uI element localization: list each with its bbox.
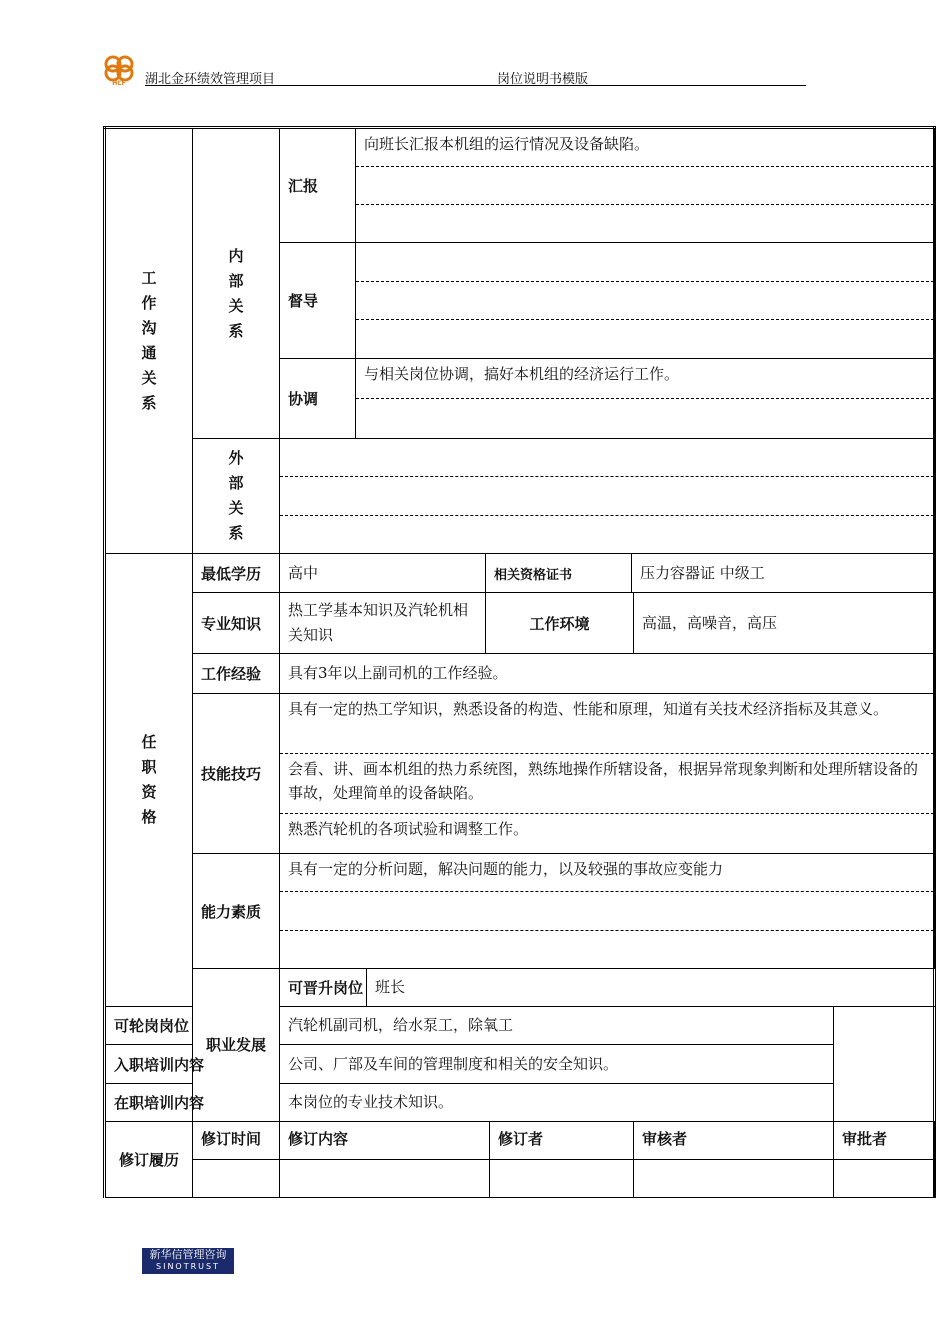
consultancy-logo <box>142 1248 234 1274</box>
experience-value: 具有3年以上副司机的工作经验。 <box>280 654 935 693</box>
revision-header: 修订者 <box>490 1121 634 1159</box>
consultancy-logo-cn: 新华信管理咨询 <box>149 1248 227 1261</box>
coordinate-content: 与相关岗位协调，搞好本机组的经济运行工作。 <box>356 358 935 438</box>
knowledge-value: 热工学基本知识及汽轮机相关知识 <box>280 593 486 654</box>
revision-cell <box>834 1159 935 1197</box>
supervise-label: 督导 <box>280 243 356 358</box>
skills-label: 技能技巧 <box>193 693 280 853</box>
rotation-label: 可轮岗岗位 <box>105 1007 280 1045</box>
intake-training-value: 公司、厂部及车间的管理制度和相关的安全知识。 <box>280 1045 834 1083</box>
revision-header: 审批者 <box>834 1121 935 1159</box>
certificate-label: 相关资格证书 <box>486 554 632 593</box>
header-doc-title: 岗位说明书模版 <box>497 72 589 87</box>
report-label: 汇报 <box>280 128 356 243</box>
revision-cell <box>490 1159 634 1197</box>
section-communication: 工作沟通关系 <box>105 128 193 554</box>
knowledge-label: 专业知识 <box>193 593 280 654</box>
education-label: 最低学历 <box>193 554 280 593</box>
external-relations: 外部关系 <box>193 438 280 553</box>
onjob-training-label: 在职培训内容 <box>105 1083 280 1121</box>
section-career: 职业发展 <box>193 969 280 1121</box>
skill-item: 具有一定的热工学知识，熟悉设备的构造、性能和原理，知道有关技术经济指标及其意义。 <box>280 694 934 754</box>
education-value: 高中 <box>280 554 486 593</box>
skill-item: 会看、讲、画本机组的热力系统图，熟练地操作所辖设备，根据异常现象判断和处理所辖设备的事故，处理简单的设备缺陷。 <box>280 754 934 814</box>
logo-text: HCF <box>112 80 126 86</box>
ability-content: 具有一定的分析问题，解决问题的能力，以及较强的事故应变能力 <box>280 853 935 968</box>
external-content <box>280 438 935 553</box>
supervise-content <box>356 243 935 358</box>
coordinate-label: 协调 <box>280 358 356 438</box>
consultancy-logo-en: SINOTRUST <box>156 1262 220 1271</box>
section-revision: 修订履历 <box>105 1121 193 1197</box>
internal-relations: 内部关系 <box>193 128 280 439</box>
section-qualification: 任职资格 <box>105 554 193 1007</box>
rotation-value: 汽轮机副司机，给水泵工，除氧工 <box>280 1007 834 1045</box>
promotion-label: 可晋升岗位 <box>280 969 367 1007</box>
experience-label: 工作经验 <box>193 654 280 693</box>
header-rule <box>145 85 806 86</box>
environment-value: 高温，高噪音，高压 <box>634 593 935 654</box>
skill-item: 熟悉汽轮机的各项试验和调整工作。 <box>288 819 529 838</box>
promotion-value: 班长 <box>367 969 935 1007</box>
page-header <box>100 54 806 86</box>
revision-header: 修订时间 <box>193 1121 280 1159</box>
revision-cell <box>280 1159 490 1197</box>
revision-cell <box>193 1159 280 1197</box>
revision-cell <box>634 1159 834 1197</box>
header-project: 湖北金环绩效管理项目 <box>145 72 276 87</box>
onjob-training-value: 本岗位的专业技术知识。 <box>280 1083 834 1121</box>
certificate-value: 压力容器证 中级工 <box>632 554 935 593</box>
job-description-table <box>103 126 936 1198</box>
company-logo <box>100 54 140 86</box>
revision-header: 修订内容 <box>280 1121 490 1159</box>
environment-label: 工作环境 <box>486 593 634 654</box>
ability-label: 能力素质 <box>193 853 280 968</box>
intake-training-label: 入职培训内容 <box>105 1045 280 1083</box>
skills-content <box>280 693 935 853</box>
report-content: 向班长汇报本机组的运行情况及设备缺陷。 <box>356 128 935 243</box>
revision-header: 审核者 <box>634 1121 834 1159</box>
